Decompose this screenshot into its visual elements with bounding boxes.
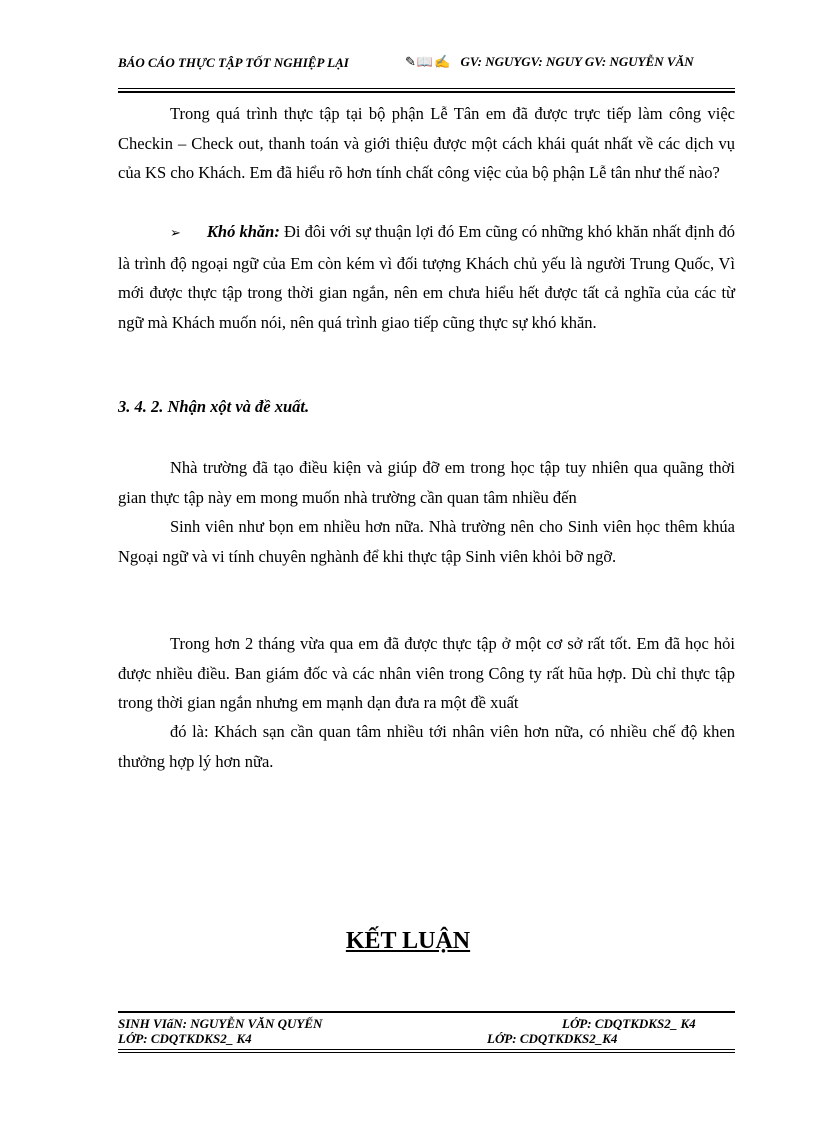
footer-rule-thin-2 (118, 1052, 735, 1053)
footer-rule-thick (118, 1011, 735, 1013)
arrow-bullet-icon: ➢ (170, 226, 181, 241)
footer-class-right: LỚP: CDQTKDKS2_ K4 (562, 1016, 696, 1031)
difficulties-text: Đi đôi với sự thuận lợi đó Em cũng có những khó khăn nhất định đó là trình độ ngoại ngữ của Em còn kém vì đối tượng Khách chủ yếu là người Trung Quốc, Vì mới được thực tập trong thời gian ngắn, nên em chưa hiểu hết được tất cả nghĩa của các từ ngữ mà Khách muốn nói, nên quá trình giao tiếp cũng thực sự khó khăn. (118, 222, 735, 332)
footer-class-mid: LỚP: CDQTKDKS2_K4 (487, 1031, 618, 1046)
header-right (405, 54, 694, 70)
paragraph-company-b-text: đó là: Khách sạn cần quan tâm nhiều tới nhân viên hơn nữa, có nhiều chế độ khen thưởng hợp lý hơn nữa. (118, 722, 735, 771)
section-heading-3-4-2: 3. 4. 2. Nhận xột và đề xuất. (118, 397, 310, 416)
paragraph-school-a: Nhà trường đã tạo điều kiện và giúp đỡ em trong học tập tuy nhiên qua quãng thời gian thực tập này em mong muốn nhà trường cần quan tâm nhiều đến (118, 458, 735, 507)
difficulties-label: Khó khăn: (206, 222, 280, 241)
paragraph-school-b-text: Sinh viên như bọn em nhiều hơn nữa. Nhà trường nên cho Sinh viên học thêm khúa Ngoại ngữ và vi tính chuyên nghành để khi thực tập Sinh viên khỏi bỡ ngỡ. (118, 517, 735, 566)
footer-class-left: LỚP: CDQTKDKS2_ K4 (118, 1031, 252, 1046)
paragraph-school-b (118, 512, 735, 571)
footer-student: SINH VIấN: NGUYỄN VĂN QUYẾN (118, 1016, 323, 1031)
paragraph-company-a: Trong hơn 2 tháng vừa qua em đã được thực tập ở một cơ sở rất tốt. Em đã học hỏi được nhiều điều. Ban giám đốc và các nhân viên trong Công ty rất hũa hợp. Dù chỉ thực tập trong thời gian ngắn nhưng em mạnh dạn đưa ra một đề xuất (118, 634, 735, 712)
header-rule-thick (118, 91, 735, 93)
paragraph-reception-work: Trong quá trình thực tập tại bộ phận Lễ Tân em đã được trực tiếp làm công việc Checkin – Check out, thanh toán và giới thiệu được một cách khái quát nhất về các dịch vụ của KS cho Khách. Em đã hiểu rõ hơn tính chất công việc của bộ phận Lễ tân như thế nào? (118, 104, 735, 182)
pen-book-icon: ✎📖✍ (405, 54, 452, 69)
header-report-title: BÁO CÁO THỰC TẬP TỐT NGHIỆP LẠI (118, 55, 349, 70)
conclusion-title: KẾT LUẬN (345, 928, 471, 954)
header-rule-thin (118, 88, 735, 89)
paragraph-company-b (118, 717, 735, 776)
footer-rule-thin-1 (118, 1049, 735, 1050)
paragraph-difficulties (118, 217, 735, 337)
header-teacher: GV: NGUYGV: NGUY GV: NGUYỄN VĂN (460, 54, 694, 69)
